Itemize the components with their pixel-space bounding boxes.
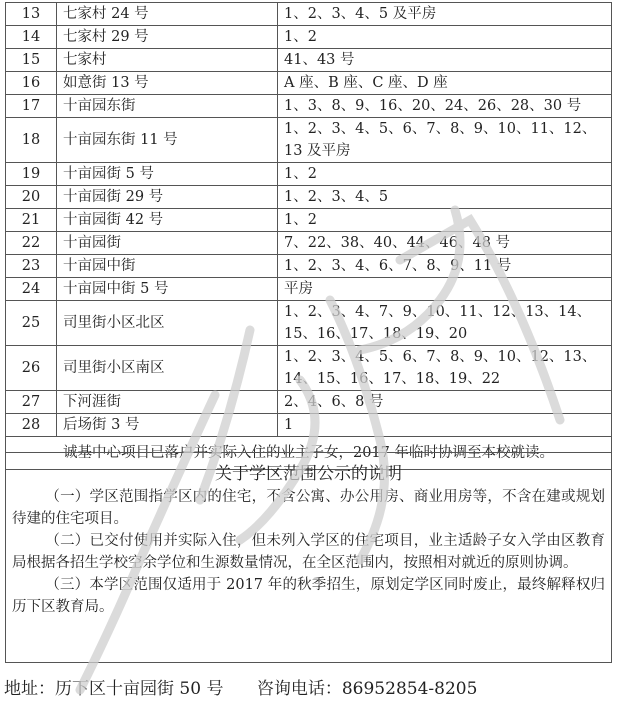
location-name: 下河涯街 [57, 391, 278, 414]
table-row [6, 72, 612, 95]
building-range: 1、3、8、9、16、20、24、26、28、30 号 [278, 95, 612, 118]
row-number: 23 [6, 255, 57, 278]
table-row [6, 3, 612, 26]
building-range: 1、2、3、4、7、9、10、11、12、13、14、15、16、17、18、19、20 [278, 301, 612, 346]
location-name: 十亩园东街 [57, 95, 278, 118]
table-row [6, 118, 612, 163]
building-range: 1、2 [278, 163, 612, 186]
row-number: 19 [6, 163, 57, 186]
location-name: 如意街 13 号 [57, 72, 278, 95]
phone: 咨询电话：86952854-8205 [256, 679, 478, 699]
note-text: 诚基中心项目已落户并实际入住的业主子女，2017 年临时协调至本校就读。 [6, 437, 612, 470]
row-number: 27 [6, 391, 57, 414]
building-range: 7、22、38、40、44、46、48 号 [278, 232, 612, 255]
table-row [6, 391, 612, 414]
building-range: 1、2、3、4、5 [278, 186, 612, 209]
location-name: 十亩园街 [57, 232, 278, 255]
location-name: 十亩园中街 [57, 255, 278, 278]
location-name: 七家村 24 号 [57, 3, 278, 26]
table-row [6, 346, 612, 391]
row-number: 13 [6, 3, 57, 26]
location-name: 司里街小区南区 [57, 346, 278, 391]
row-number: 28 [6, 414, 57, 437]
building-range: 1、2 [278, 209, 612, 232]
table-row [6, 278, 612, 301]
explanation-paragraph-1: （一）学区范围指学区内的住宅，不含公寓、办公用房、商业用房等，不含在建或规划待建的住宅项目。 [12, 489, 605, 527]
table-row [6, 163, 612, 186]
building-range: 2、4、6、8 号 [278, 391, 612, 414]
school-district-table [5, 2, 612, 470]
location-name: 十亩园中街 5 号 [57, 278, 278, 301]
row-number: 18 [6, 118, 57, 163]
location-name: 十亩园街 5 号 [57, 163, 278, 186]
row-number: 16 [6, 72, 57, 95]
explanation-paragraph-3: （三）本学区范围仅适用于 2017 年的秋季招生，原划定学区同时废止，最终解释权归历下区教育局。 [12, 577, 605, 615]
location-name: 十亩园街 42 号 [57, 209, 278, 232]
row-number: 15 [6, 49, 57, 72]
location-name: 七家村 [57, 49, 278, 72]
table-row [6, 49, 612, 72]
building-range: 41、43 号 [278, 49, 612, 72]
table-row [6, 255, 612, 278]
building-range: 1、2、3、4、5 及平房 [278, 3, 612, 26]
table-row [6, 26, 612, 49]
location-name: 后场街 3 号 [57, 414, 278, 437]
explanation-box [5, 452, 612, 663]
location-name: 十亩园街 29 号 [57, 186, 278, 209]
building-range: 1、2 [278, 26, 612, 49]
row-number: 22 [6, 232, 57, 255]
location-name: 十亩园东街 11 号 [57, 118, 278, 163]
explanation-title: 关于学区范围公示的说明 [215, 464, 402, 484]
building-range: 1、2、3、4、5、6、7、8、9、10、11、12、13 及平房 [278, 118, 612, 163]
table-row [6, 209, 612, 232]
building-range: 平房 [278, 278, 612, 301]
table-row [6, 232, 612, 255]
row-number: 24 [6, 278, 57, 301]
location-name: 七家村 29 号 [57, 26, 278, 49]
row-number: 14 [6, 26, 57, 49]
building-range: 1、2、3、4、6、7、8、9、11 号 [278, 255, 612, 278]
location-name: 司里街小区北区 [57, 301, 278, 346]
table-row [6, 186, 612, 209]
row-number: 25 [6, 301, 57, 346]
building-range: 1 [278, 414, 612, 437]
row-number: 20 [6, 186, 57, 209]
building-range: 1、2、3、4、5、6、7、8、9、10、12、13、14、15、16、17、18、19、22 [278, 346, 612, 391]
table-row [6, 414, 612, 437]
address: 地址：历下区十亩园街 50 号 [4, 679, 224, 699]
row-number: 17 [6, 95, 57, 118]
building-range: A 座、B 座、C 座、D 座 [278, 72, 612, 95]
row-number: 21 [6, 209, 57, 232]
explanation-paragraph-2: （二）已交付使用并实际入住，但未列入学区的住宅项目，业主适龄子女入学由区教育局根据各招生学校空余学位和生源数量情况，在全区范围内，按照相对就近的原则协调。 [12, 533, 605, 571]
table-row [6, 95, 612, 118]
table-row [6, 301, 612, 346]
footer [4, 674, 505, 699]
row-number: 26 [6, 346, 57, 391]
